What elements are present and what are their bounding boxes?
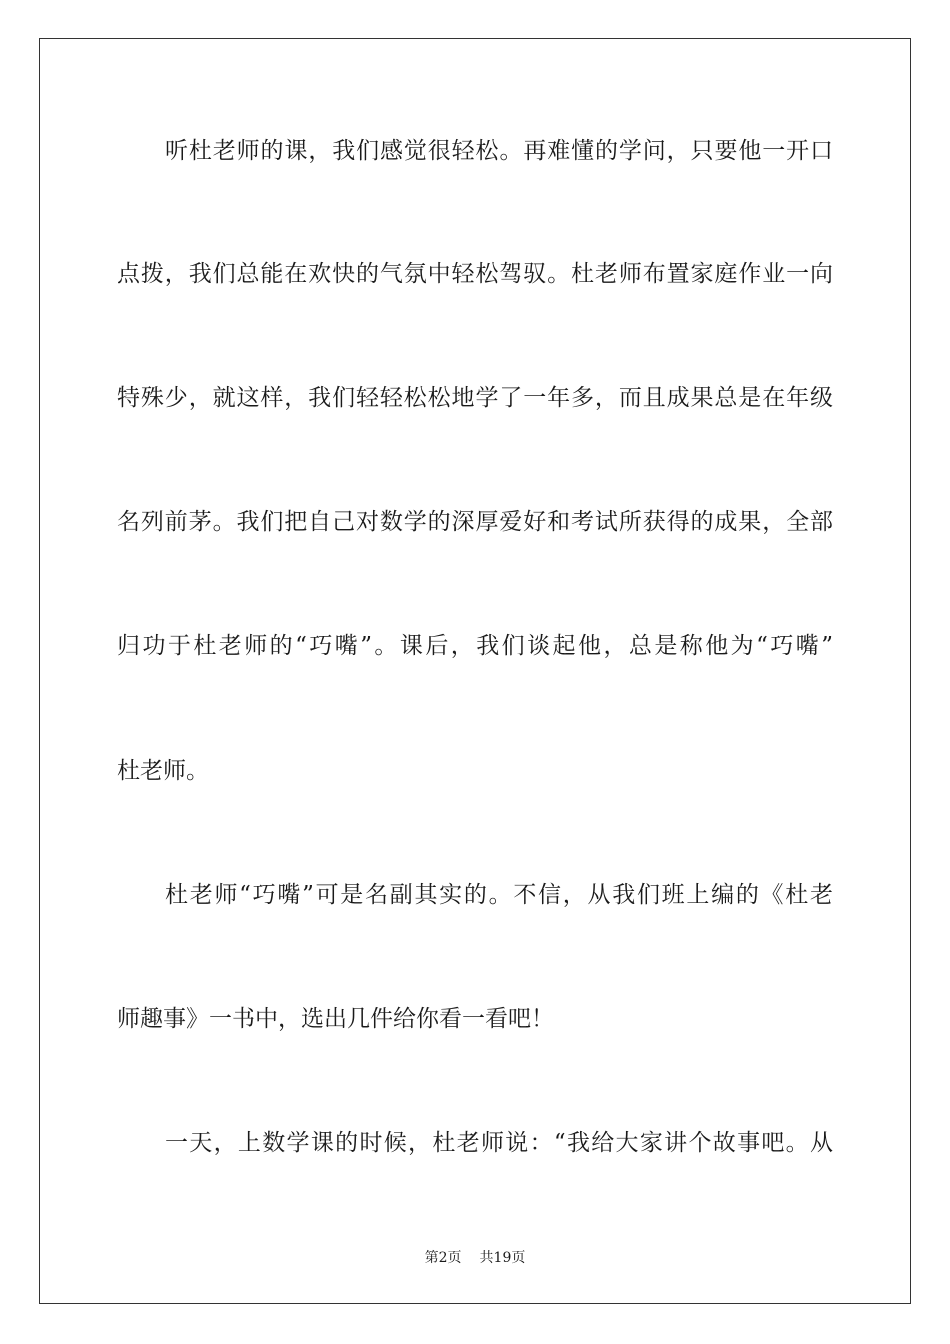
paragraph-1-line-1: 听杜老师的课，我们感觉很轻松。再难懂的学问，只要他一开口	[165, 138, 833, 164]
paragraph-3-line-1: 一天，上数学课的时候，杜老师说：“我给大家讲个故事吧。从	[165, 1130, 833, 1156]
page-footer	[0, 1247, 950, 1267]
paragraph-1-line-3: 特殊少，就这样，我们轻轻松松地学了一年多，而且成果总是在年级	[117, 385, 833, 411]
paragraph-1-line-2: 点拨，我们总能在欢快的气氛中轻松驾驭。杜老师布置家庭作业一向	[117, 261, 833, 287]
page-total: 共19页	[479, 1250, 526, 1266]
paragraph-2-line-1: 杜老师“巧嘴”可是名副其实的。不信，从我们班上编的《杜老	[165, 882, 833, 908]
paragraph-1-line-4: 名列前茅。我们把自己对数学的深厚爱好和考试所获得的成果，全部	[117, 509, 833, 535]
page-border	[39, 38, 911, 1304]
paragraph-1-line-6: 杜老师。	[117, 758, 209, 784]
page-number: 第2页	[424, 1250, 462, 1266]
paragraph-2-line-2: 师趣事》一书中，选出几件给你看一看吧！	[117, 1006, 554, 1032]
paragraph-1-line-5: 归功于杜老师的“巧嘴”。课后，我们谈起他，总是称他为“巧嘴”	[117, 633, 833, 659]
